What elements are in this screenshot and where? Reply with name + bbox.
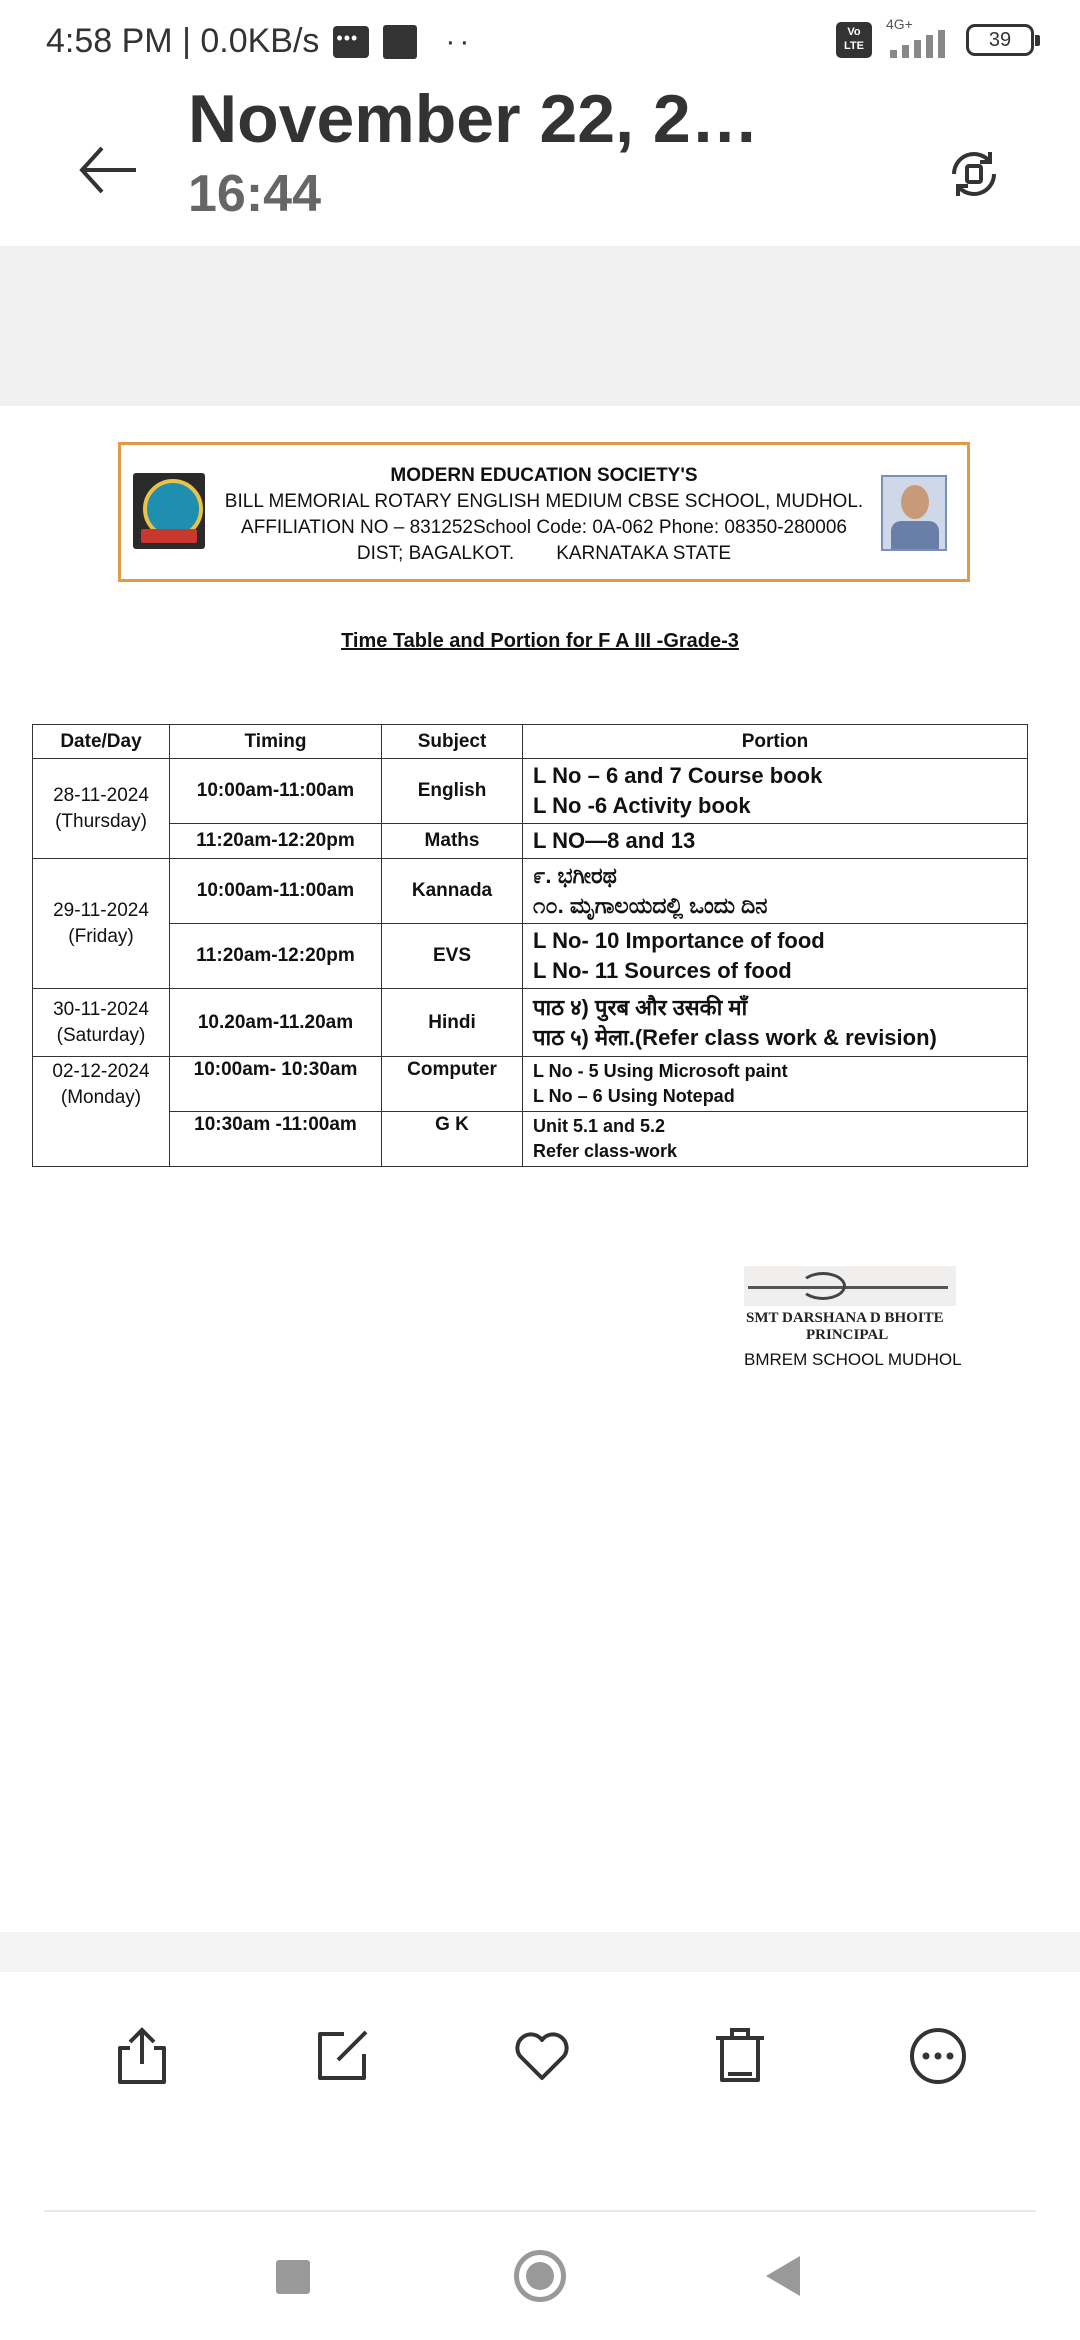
timing-cell: 10:00am-11:00am bbox=[170, 759, 382, 824]
rotate-icon bbox=[944, 144, 1004, 204]
date-text: 30-11-2024 bbox=[53, 998, 149, 1020]
bottom-toolbar bbox=[0, 1972, 1080, 2212]
signal-icon bbox=[886, 16, 952, 58]
edit-icon bbox=[310, 2024, 374, 2088]
subject-cell: Maths bbox=[382, 824, 523, 859]
page-subtitle: 16:44 bbox=[188, 165, 321, 223]
arrow-left-icon bbox=[76, 138, 140, 202]
portion-line: L No- 10 Importance of food bbox=[533, 928, 825, 953]
date-cell bbox=[33, 989, 170, 1057]
home-icon[interactable] bbox=[514, 2250, 566, 2302]
portion-line: पाठ ५) मेला.(Refer class work & revision) bbox=[533, 1024, 937, 1050]
more-notifications-icon: ·· bbox=[445, 24, 474, 58]
day-text: (Friday) bbox=[68, 925, 134, 947]
letterhead-school: BILL MEMORIAL ROTARY ENGLISH MEDIUM CBSE SCHOOL, MUDHOL. bbox=[224, 491, 864, 512]
day-text: (Thursday) bbox=[55, 810, 147, 832]
letterhead bbox=[118, 442, 970, 582]
portion-line: ೯. ಭಗೀರಥ bbox=[533, 863, 617, 888]
subject-cell: G K bbox=[382, 1112, 523, 1167]
more-button[interactable] bbox=[906, 2024, 970, 2088]
date-text: 02-12-2024 bbox=[52, 1061, 150, 1082]
date-cell bbox=[33, 759, 170, 859]
portion-line: ೧೦. ಮೃಗಾಲಯದಲ್ಲಿ ಒಂದು ದಿನ bbox=[533, 893, 768, 918]
system-nav-bar bbox=[0, 2212, 1080, 2340]
subject-cell: EVS bbox=[382, 924, 523, 989]
letterhead-society: MODERN EDUCATION SOCIETY'S bbox=[390, 465, 698, 486]
letterhead-state: KARNATAKA STATE bbox=[556, 543, 732, 564]
favorite-button[interactable] bbox=[510, 2024, 574, 2088]
letterhead-affiliation: AFFILIATION NO – 831252School Code: 0A-062 Phone: 08350-280006 bbox=[241, 517, 847, 538]
more-icon bbox=[906, 2024, 970, 2088]
portion-cell bbox=[523, 759, 1028, 824]
edit-button[interactable] bbox=[310, 2024, 374, 2088]
portion-line: L NO—8 and 13 bbox=[533, 828, 696, 853]
table-row bbox=[33, 989, 1028, 1057]
signatory-role: PRINCIPAL bbox=[806, 1327, 889, 1343]
share-button[interactable] bbox=[110, 2024, 174, 2088]
table-row bbox=[33, 859, 1028, 924]
status-time-speed: 4:58 PM | 0.0KB/s bbox=[46, 22, 320, 60]
timing-cell: 11:20am-12:20pm bbox=[170, 924, 382, 989]
table-row bbox=[33, 759, 1028, 824]
portion-cell bbox=[523, 1112, 1028, 1167]
timing-cell: 10:00am- 10:30am bbox=[170, 1057, 382, 1112]
portion-line: L No - 5 Using Microsoft paint bbox=[533, 1061, 788, 1081]
letterhead-address bbox=[121, 543, 967, 565]
day-text: (Monday) bbox=[60, 1087, 142, 1108]
heart-icon bbox=[510, 2024, 574, 2088]
network-type: 4G+ bbox=[886, 16, 913, 32]
table-header-row bbox=[33, 725, 1028, 759]
portion-cell bbox=[523, 1057, 1028, 1112]
portion-line: L No- 11 Sources of food bbox=[533, 958, 792, 983]
document-image[interactable] bbox=[0, 406, 1080, 1932]
timing-cell: 10:00am-11:00am bbox=[170, 859, 382, 924]
col-header-date: Date/Day bbox=[33, 725, 170, 759]
rotate-button[interactable] bbox=[944, 144, 1004, 204]
share-icon bbox=[110, 2024, 174, 2088]
portion-cell bbox=[523, 824, 1028, 859]
col-header-portion: Portion bbox=[523, 725, 1028, 759]
subject-cell: English bbox=[382, 759, 523, 824]
table-row bbox=[33, 1057, 1028, 1112]
table-row bbox=[33, 1112, 1028, 1167]
portion-cell bbox=[523, 924, 1028, 989]
signatory-school: BMREM SCHOOL MUDHOL bbox=[744, 1350, 962, 1369]
subject-cell: Kannada bbox=[382, 859, 523, 924]
viewer-top-margin bbox=[0, 246, 1080, 406]
signatory-name: SMT DARSHANA D BHOITE bbox=[746, 1310, 944, 1326]
nav-back-icon[interactable] bbox=[766, 2256, 800, 2296]
delete-button[interactable] bbox=[708, 2024, 772, 2088]
status-left bbox=[46, 22, 473, 61]
download-icon bbox=[383, 25, 417, 59]
signature-block bbox=[744, 1266, 984, 1370]
subject-cell: Computer bbox=[382, 1057, 523, 1112]
viewer-bottom-margin bbox=[0, 1932, 1080, 1972]
table-row bbox=[33, 824, 1028, 859]
letterhead-district: DIST; BAGALKOT. bbox=[356, 543, 515, 564]
timing-cell: 10:30am -11:00am bbox=[170, 1112, 382, 1167]
page-title: November 22, 2… bbox=[188, 81, 759, 157]
document-heading: Time Table and Portion for F A III -Grade-3 bbox=[341, 630, 739, 652]
portion-line: L No – 6 and 7 Course book bbox=[533, 763, 823, 788]
col-header-timing: Timing bbox=[170, 725, 382, 759]
timing-cell: 10.20am-11.20am bbox=[170, 989, 382, 1057]
portion-line: पाठ ४) पुरब और उसकी माँ bbox=[533, 994, 748, 1020]
portion-line: Unit 5.1 and 5.2 bbox=[533, 1116, 666, 1136]
day-text: (Saturday) bbox=[56, 1024, 146, 1046]
message-icon bbox=[333, 26, 369, 58]
timetable bbox=[32, 724, 1028, 1167]
signature-image bbox=[744, 1266, 956, 1306]
col-header-subject: Subject bbox=[382, 725, 523, 759]
subject-cell: Hindi bbox=[382, 989, 523, 1057]
portion-cell bbox=[523, 859, 1028, 924]
trash-icon bbox=[708, 2024, 772, 2088]
founder-photo bbox=[881, 475, 947, 551]
status-bar bbox=[0, 0, 1080, 80]
date-cell bbox=[33, 859, 170, 989]
date-cell bbox=[33, 1057, 170, 1167]
portion-cell bbox=[523, 989, 1028, 1057]
volte-icon: Vo LTE bbox=[836, 22, 872, 58]
timing-cell: 11:20am-12:20pm bbox=[170, 824, 382, 859]
portion-line: L No -6 Activity book bbox=[533, 793, 751, 818]
date-text: 29-11-2024 bbox=[53, 899, 149, 921]
recents-icon[interactable] bbox=[276, 2260, 310, 2294]
battery-icon: 39 bbox=[966, 24, 1034, 56]
portion-line: Refer class-work bbox=[533, 1141, 678, 1161]
status-right bbox=[836, 16, 1034, 58]
table-row bbox=[33, 924, 1028, 989]
portion-line: L No – 6 Using Notepad bbox=[533, 1086, 735, 1106]
date-text: 28-11-2024 bbox=[53, 784, 149, 806]
back-button[interactable] bbox=[76, 138, 140, 202]
